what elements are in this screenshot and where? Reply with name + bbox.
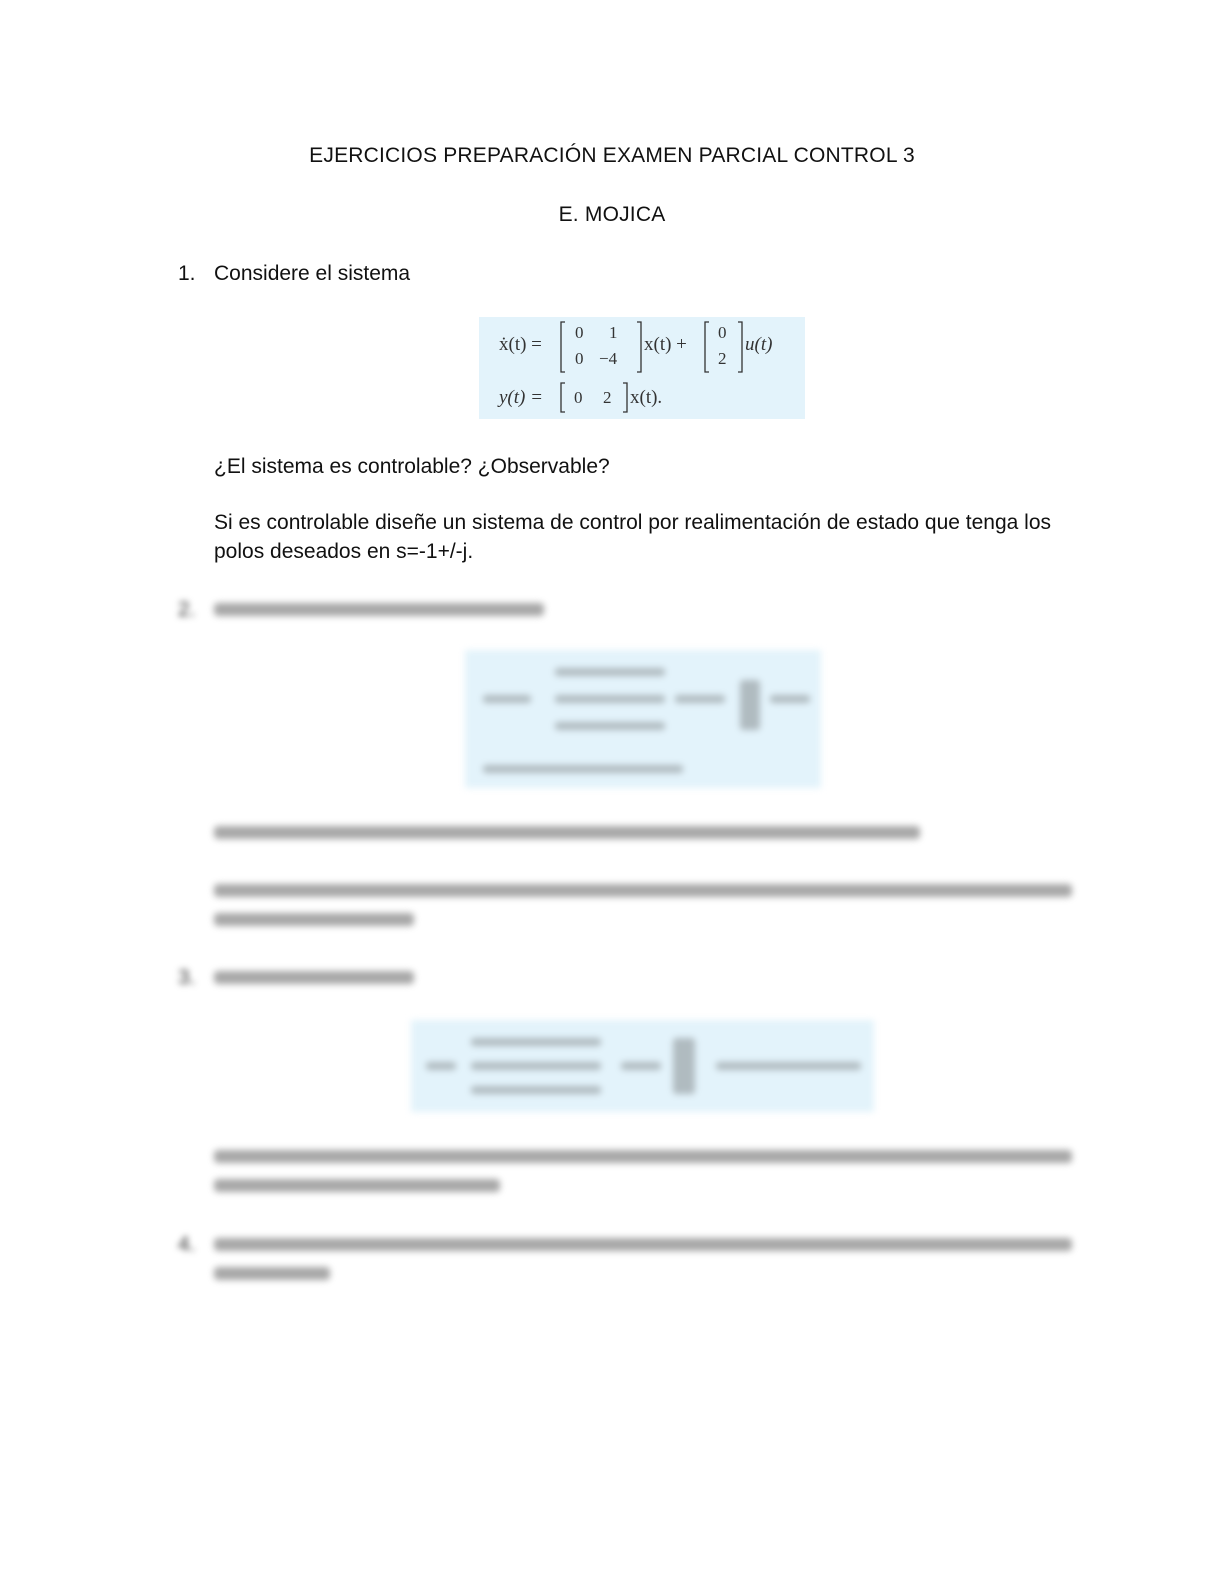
exercise-2-blurred-paragraph-2a — [214, 884, 1072, 897]
exercise-4-blurred-paragraph-a — [214, 1238, 1072, 1251]
vector-b-2: 2 — [718, 349, 727, 368]
exercise-3-blurred-text — [214, 971, 414, 984]
exercise-1-question: ¿El sistema es controlable? ¿Observable? — [214, 455, 610, 478]
exercise-4-number: 4. — [178, 1233, 196, 1256]
vector-c-1: 0 — [574, 388, 583, 407]
matrix-a-12: 1 — [609, 323, 618, 342]
exercise-1-equation — [479, 317, 805, 419]
output-x-end: x(t). — [630, 387, 663, 408]
exercise-3-blurred-paragraph-b — [214, 1179, 500, 1192]
output-equation-lhs: y(t) = — [499, 387, 543, 408]
document-title: EJERCICIOS PREPARACIÓN EXAMEN PARCIAL CONTROL 3 — [309, 144, 915, 167]
input-u: u(t) — [745, 334, 773, 355]
exercise-3-equation-blurred — [411, 1020, 874, 1112]
exercise-2-blurred-paragraph-1 — [214, 826, 920, 839]
exercise-1-task: Si es controlable diseñe un sistema de control por realimentación de estado que tenga los polos deseados en s=-1+/-j. — [214, 511, 1052, 563]
exercise-2-blurred-paragraph-2b — [214, 913, 414, 926]
exercise-3-blurred-paragraph-a — [214, 1150, 1072, 1163]
exercise-3-number: 3. — [178, 966, 196, 989]
matrix-a-21: 0 — [575, 349, 584, 368]
exercise-1-number: 1. — [178, 262, 196, 285]
exercise-1-intro: Considere el sistema — [214, 262, 411, 285]
exercise-2-blurred-text — [214, 603, 544, 616]
exercise-4-blurred-paragraph-b — [214, 1267, 330, 1280]
state-equation-lhs: ẋ(t) = — [499, 334, 542, 355]
state-x-plus: x(t) + — [644, 334, 687, 355]
exercise-2-equation-blurred — [465, 650, 821, 788]
vector-b-1: 0 — [718, 323, 727, 342]
vector-c-2: 2 — [603, 388, 612, 407]
matrix-a-11: 0 — [575, 323, 584, 342]
document-author: E. MOJICA — [558, 203, 666, 226]
matrix-a-22: −4 — [599, 349, 618, 368]
exercise-2-number: 2. — [178, 598, 196, 621]
